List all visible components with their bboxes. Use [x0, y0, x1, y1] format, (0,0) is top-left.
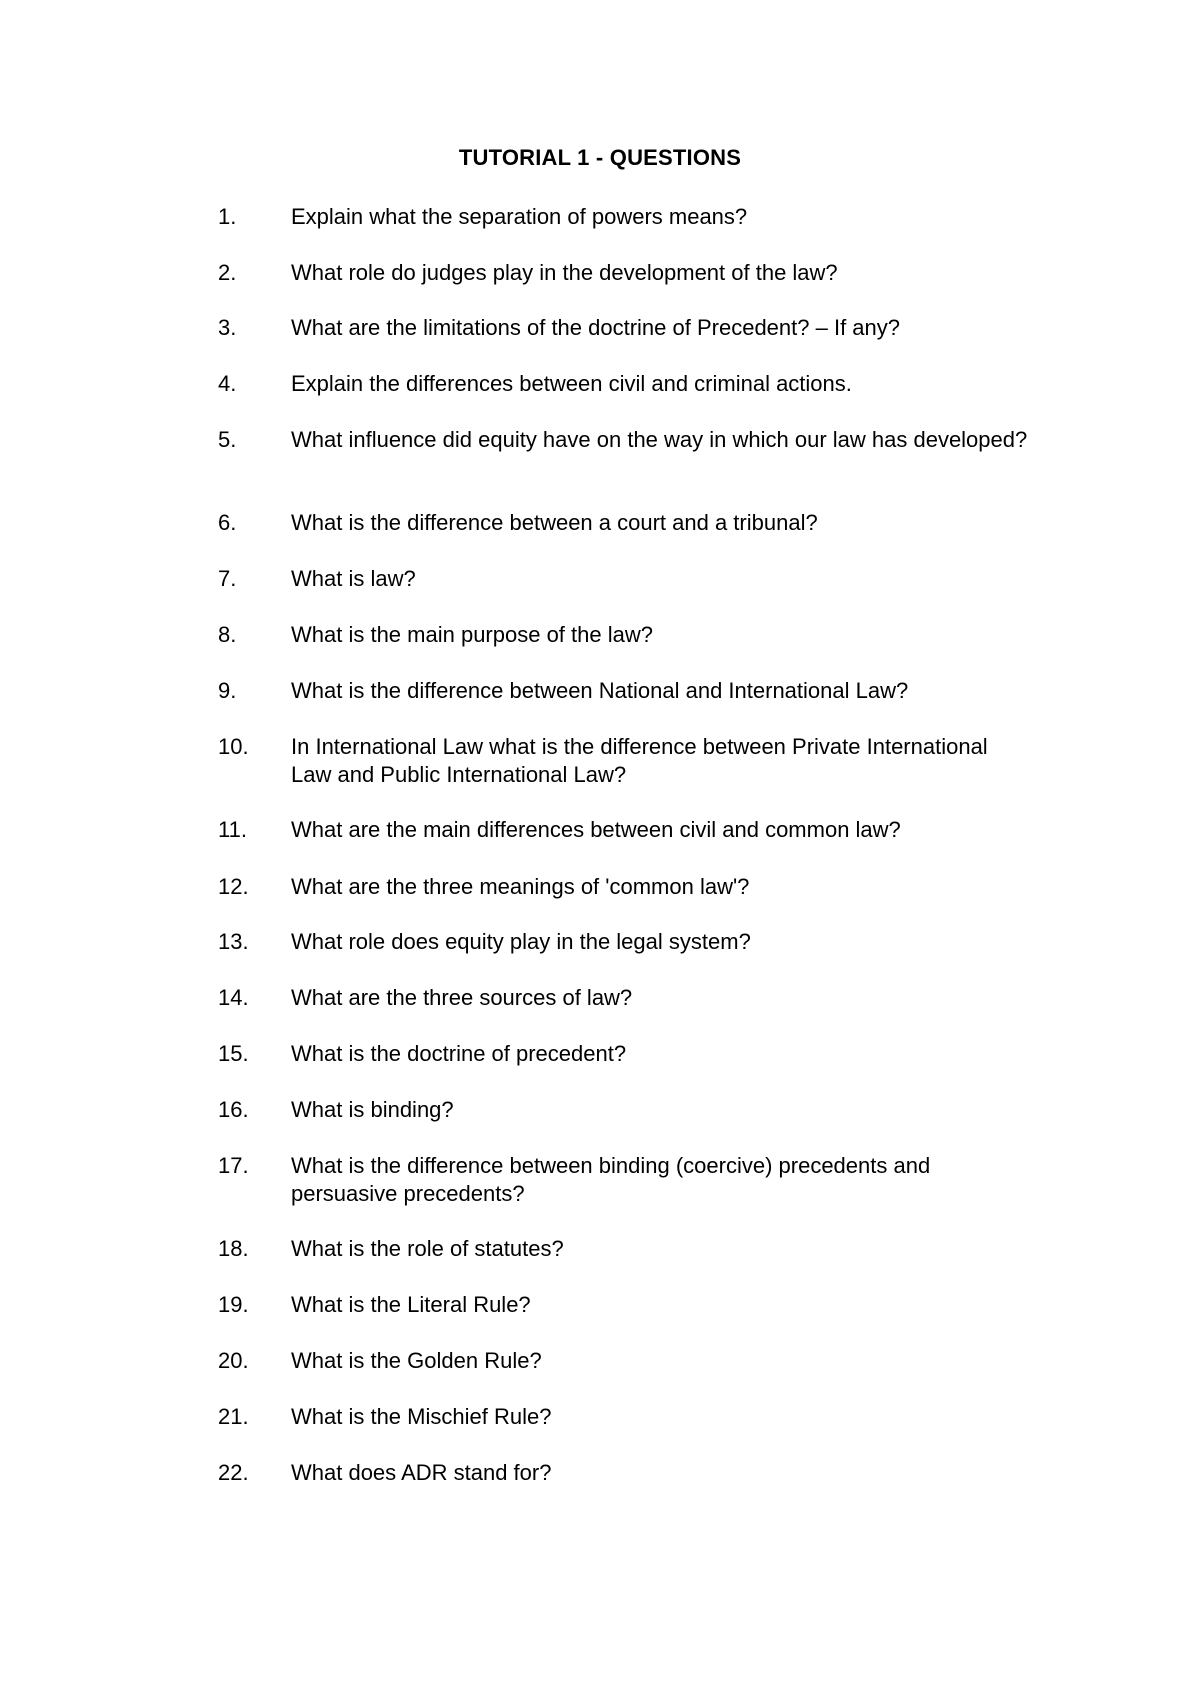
question-number: 10. [218, 734, 249, 759]
question-text: What is the difference between binding (coercive) precedents and persuasive precedents? [291, 1153, 931, 1206]
question-item [218, 509, 1018, 537]
question-text: What is the Mischief Rule? [291, 1404, 552, 1429]
question-item [218, 426, 1028, 454]
question-text: What is law? [291, 566, 416, 591]
question-text: What is binding? [291, 1097, 454, 1122]
question-number: 12. [218, 874, 249, 899]
question-number: 14. [218, 985, 249, 1010]
question-item [218, 1152, 1018, 1208]
question-item [218, 370, 1018, 398]
question-text: What are the three meanings of 'common law'? [291, 874, 750, 899]
question-item [218, 203, 1018, 231]
question-item [218, 1291, 1018, 1319]
question-text: What are the main differences between civil and common law? [291, 817, 901, 842]
question-text: What role do judges play in the development of the law? [291, 260, 838, 285]
question-text: What is the role of statutes? [291, 1236, 564, 1261]
question-item [218, 314, 1018, 342]
question-number: 4. [218, 371, 237, 396]
question-item [218, 1403, 1018, 1431]
question-number: 9. [218, 678, 237, 703]
question-item [218, 1096, 1018, 1124]
question-number: 3. [218, 315, 237, 340]
question-text: What is the Golden Rule? [291, 1348, 542, 1373]
question-number: 19. [218, 1292, 249, 1317]
question-item [218, 984, 1018, 1012]
question-text: What role does equity play in the legal system? [291, 929, 751, 954]
question-item [218, 1459, 1018, 1487]
question-item [218, 816, 1018, 844]
question-number: 17. [218, 1153, 249, 1178]
question-text: What is the doctrine of precedent? [291, 1041, 627, 1066]
question-number: 8. [218, 622, 237, 647]
question-text: Explain the differences between civil and criminal actions. [291, 371, 852, 396]
question-item [218, 677, 1018, 705]
question-text: What are the limitations of the doctrine of Precedent? – If any? [291, 315, 901, 340]
question-text: What is the difference between National and International Law? [291, 678, 909, 703]
question-number: 15. [218, 1041, 249, 1066]
question-item [218, 259, 1018, 287]
question-text: What influence did equity have on the way in which our law has developed? [291, 427, 1028, 452]
question-number: 20. [218, 1348, 249, 1373]
question-text: What is the Literal Rule? [291, 1292, 531, 1317]
question-text: In International Law what is the difference between Private International Law and Public International Law? [291, 734, 988, 787]
question-text: What is the difference between a court and a tribunal? [291, 510, 818, 535]
question-item [218, 565, 1018, 593]
question-text: Explain what the separation of powers means? [291, 204, 748, 229]
question-number: 6. [218, 510, 237, 535]
question-item [218, 733, 1018, 789]
question-number: 18. [218, 1236, 249, 1261]
question-number: 5. [218, 427, 237, 452]
question-item [218, 1347, 1018, 1375]
question-number: 21. [218, 1404, 249, 1429]
question-item [218, 873, 1018, 901]
question-text: What is the main purpose of the law? [291, 622, 653, 647]
question-number: 13. [218, 929, 249, 954]
question-number: 16. [218, 1097, 249, 1122]
question-item [218, 928, 1018, 956]
question-item [218, 1040, 1018, 1068]
page-title: TUTORIAL 1 - QUESTIONS [458, 145, 742, 170]
question-text: What are the three sources of law? [291, 985, 633, 1010]
question-text: What does ADR stand for? [291, 1460, 552, 1485]
question-number: 11. [218, 817, 247, 842]
question-item [218, 1235, 1018, 1263]
question-number: 2. [218, 260, 237, 285]
question-item [218, 621, 1018, 649]
question-number: 1. [218, 204, 237, 229]
question-number: 7. [218, 566, 237, 591]
question-number: 22. [218, 1460, 249, 1485]
